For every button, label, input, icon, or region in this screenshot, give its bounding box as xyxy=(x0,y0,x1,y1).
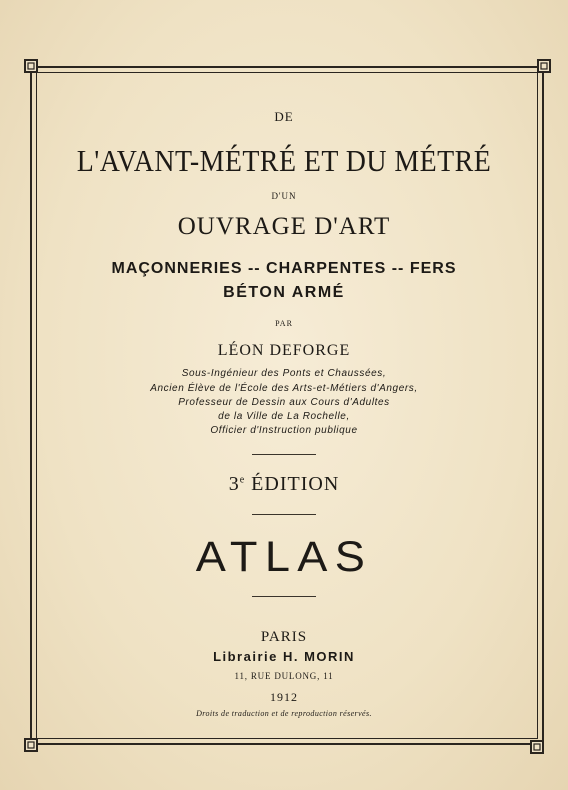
volume-title: ATLAS xyxy=(195,533,373,581)
subtitle: OUVRAGE D'ART xyxy=(177,213,391,240)
publication-city: PARIS xyxy=(260,629,308,645)
publication-year: 1912 xyxy=(270,690,298,704)
edition-label: 3e ÉDITION xyxy=(228,473,340,495)
divider xyxy=(252,596,316,597)
author-credential: de la Ville de La Rochelle, xyxy=(218,411,350,422)
corner-ornament-icon xyxy=(24,738,38,752)
subjects-line-2: BÉTON ARMÉ xyxy=(223,284,345,301)
divider xyxy=(252,514,316,515)
corner-ornament-icon xyxy=(530,740,544,754)
corner-ornament-icon xyxy=(537,59,551,73)
divider xyxy=(252,454,316,455)
title-connector: D'UN xyxy=(271,191,297,201)
publisher-name: Librairie H. MORIN xyxy=(213,649,355,664)
author-credential: Officier d'Instruction publique xyxy=(210,425,358,436)
author-credential: Sous-Ingénieur des Ponts et Chaussées, xyxy=(181,368,387,379)
main-title: L'AVANT-MÉTRÉ ET DU MÉTRÉ xyxy=(76,143,492,178)
by-label: PAR xyxy=(275,319,293,328)
publisher-address: 11, RUE DULONG, 11 xyxy=(234,671,334,681)
author-credential: Ancien Élève de l'École des Arts-et-Métiers d'Angers, xyxy=(150,383,418,394)
title-prefix: DE xyxy=(274,109,294,124)
rights-notice: Droits de traduction et de reproduction réservés. xyxy=(196,709,372,718)
author-credential: Professeur de Dessin aux Cours d'Adultes xyxy=(178,397,390,408)
subjects-line: MAÇONNERIES -- CHARPENTES -- FERS xyxy=(111,260,457,277)
corner-ornament-icon xyxy=(24,59,38,73)
author-name: LÉON DEFORGE xyxy=(217,342,351,359)
